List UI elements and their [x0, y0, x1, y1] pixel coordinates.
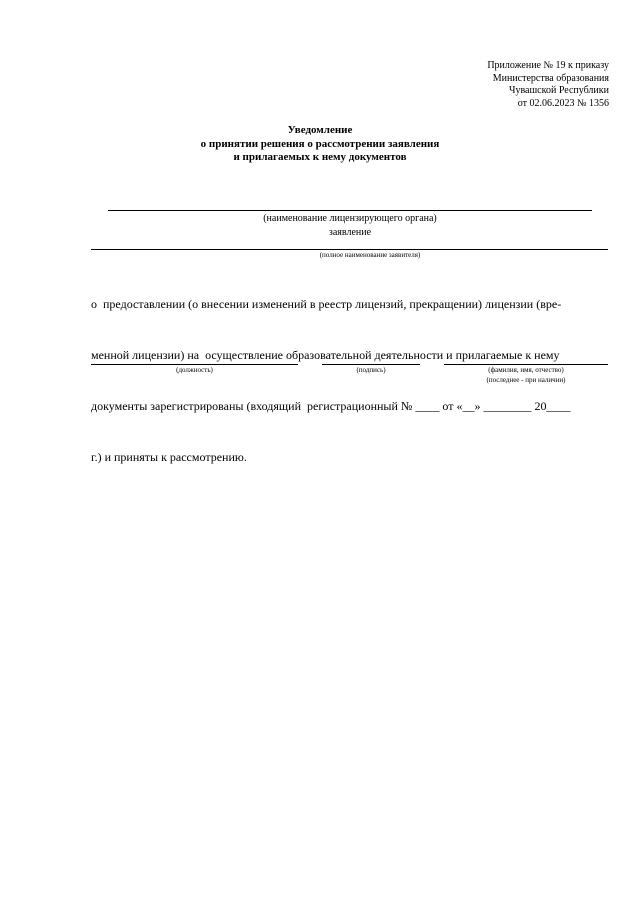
attachment-note — [349, 60, 609, 110]
authority-fill-line — [108, 210, 592, 211]
body-line-3: документы зарегистрированы (входящий регистрационный № ____ от «__» ________ 20____ — [91, 399, 571, 413]
applicant-fill-line — [91, 249, 608, 250]
title-line-3: и прилагаемых к нему документов — [233, 151, 407, 163]
name-caption-line-2: (последнее - при наличии) — [486, 376, 566, 384]
attachment-line-3: Чувашской Республики — [508, 85, 609, 96]
body-line-2: менной лицензии) на осуществление образовательной деятельности и прилагаемые к нему — [91, 348, 560, 362]
title-line-2: о принятии решения о рассмотрении заявления — [200, 137, 440, 150]
name-caption-line-1: (фамилия, имя, отчество) — [488, 366, 564, 374]
document-title — [0, 124, 640, 165]
name-fill-line — [444, 364, 608, 365]
application-word: заявление — [328, 227, 372, 238]
authority-caption: (наименование лицензирующего органа) — [263, 213, 437, 224]
attachment-line-2: Министерства образования — [492, 72, 609, 84]
attachment-line-4: от 02.06.2023 № 1356 — [517, 97, 609, 109]
attachment-line-1: Приложение № 19 к приказу — [487, 60, 609, 71]
position-caption: (должность) — [176, 366, 213, 374]
title-line-1: Уведомление — [287, 124, 353, 136]
body-line-1: о предоставлении (о внесении изменений в реестр лицензий, прекращении) лицензии (вре- — [91, 297, 562, 311]
position-fill-line — [91, 364, 298, 365]
signature-caption: (подпись) — [356, 366, 386, 374]
signature-fill-line — [322, 364, 420, 365]
body-line-4: г.) и приняты к рассмотрению. — [91, 450, 247, 464]
applicant-caption: (полное наименование заявителя) — [319, 251, 421, 259]
